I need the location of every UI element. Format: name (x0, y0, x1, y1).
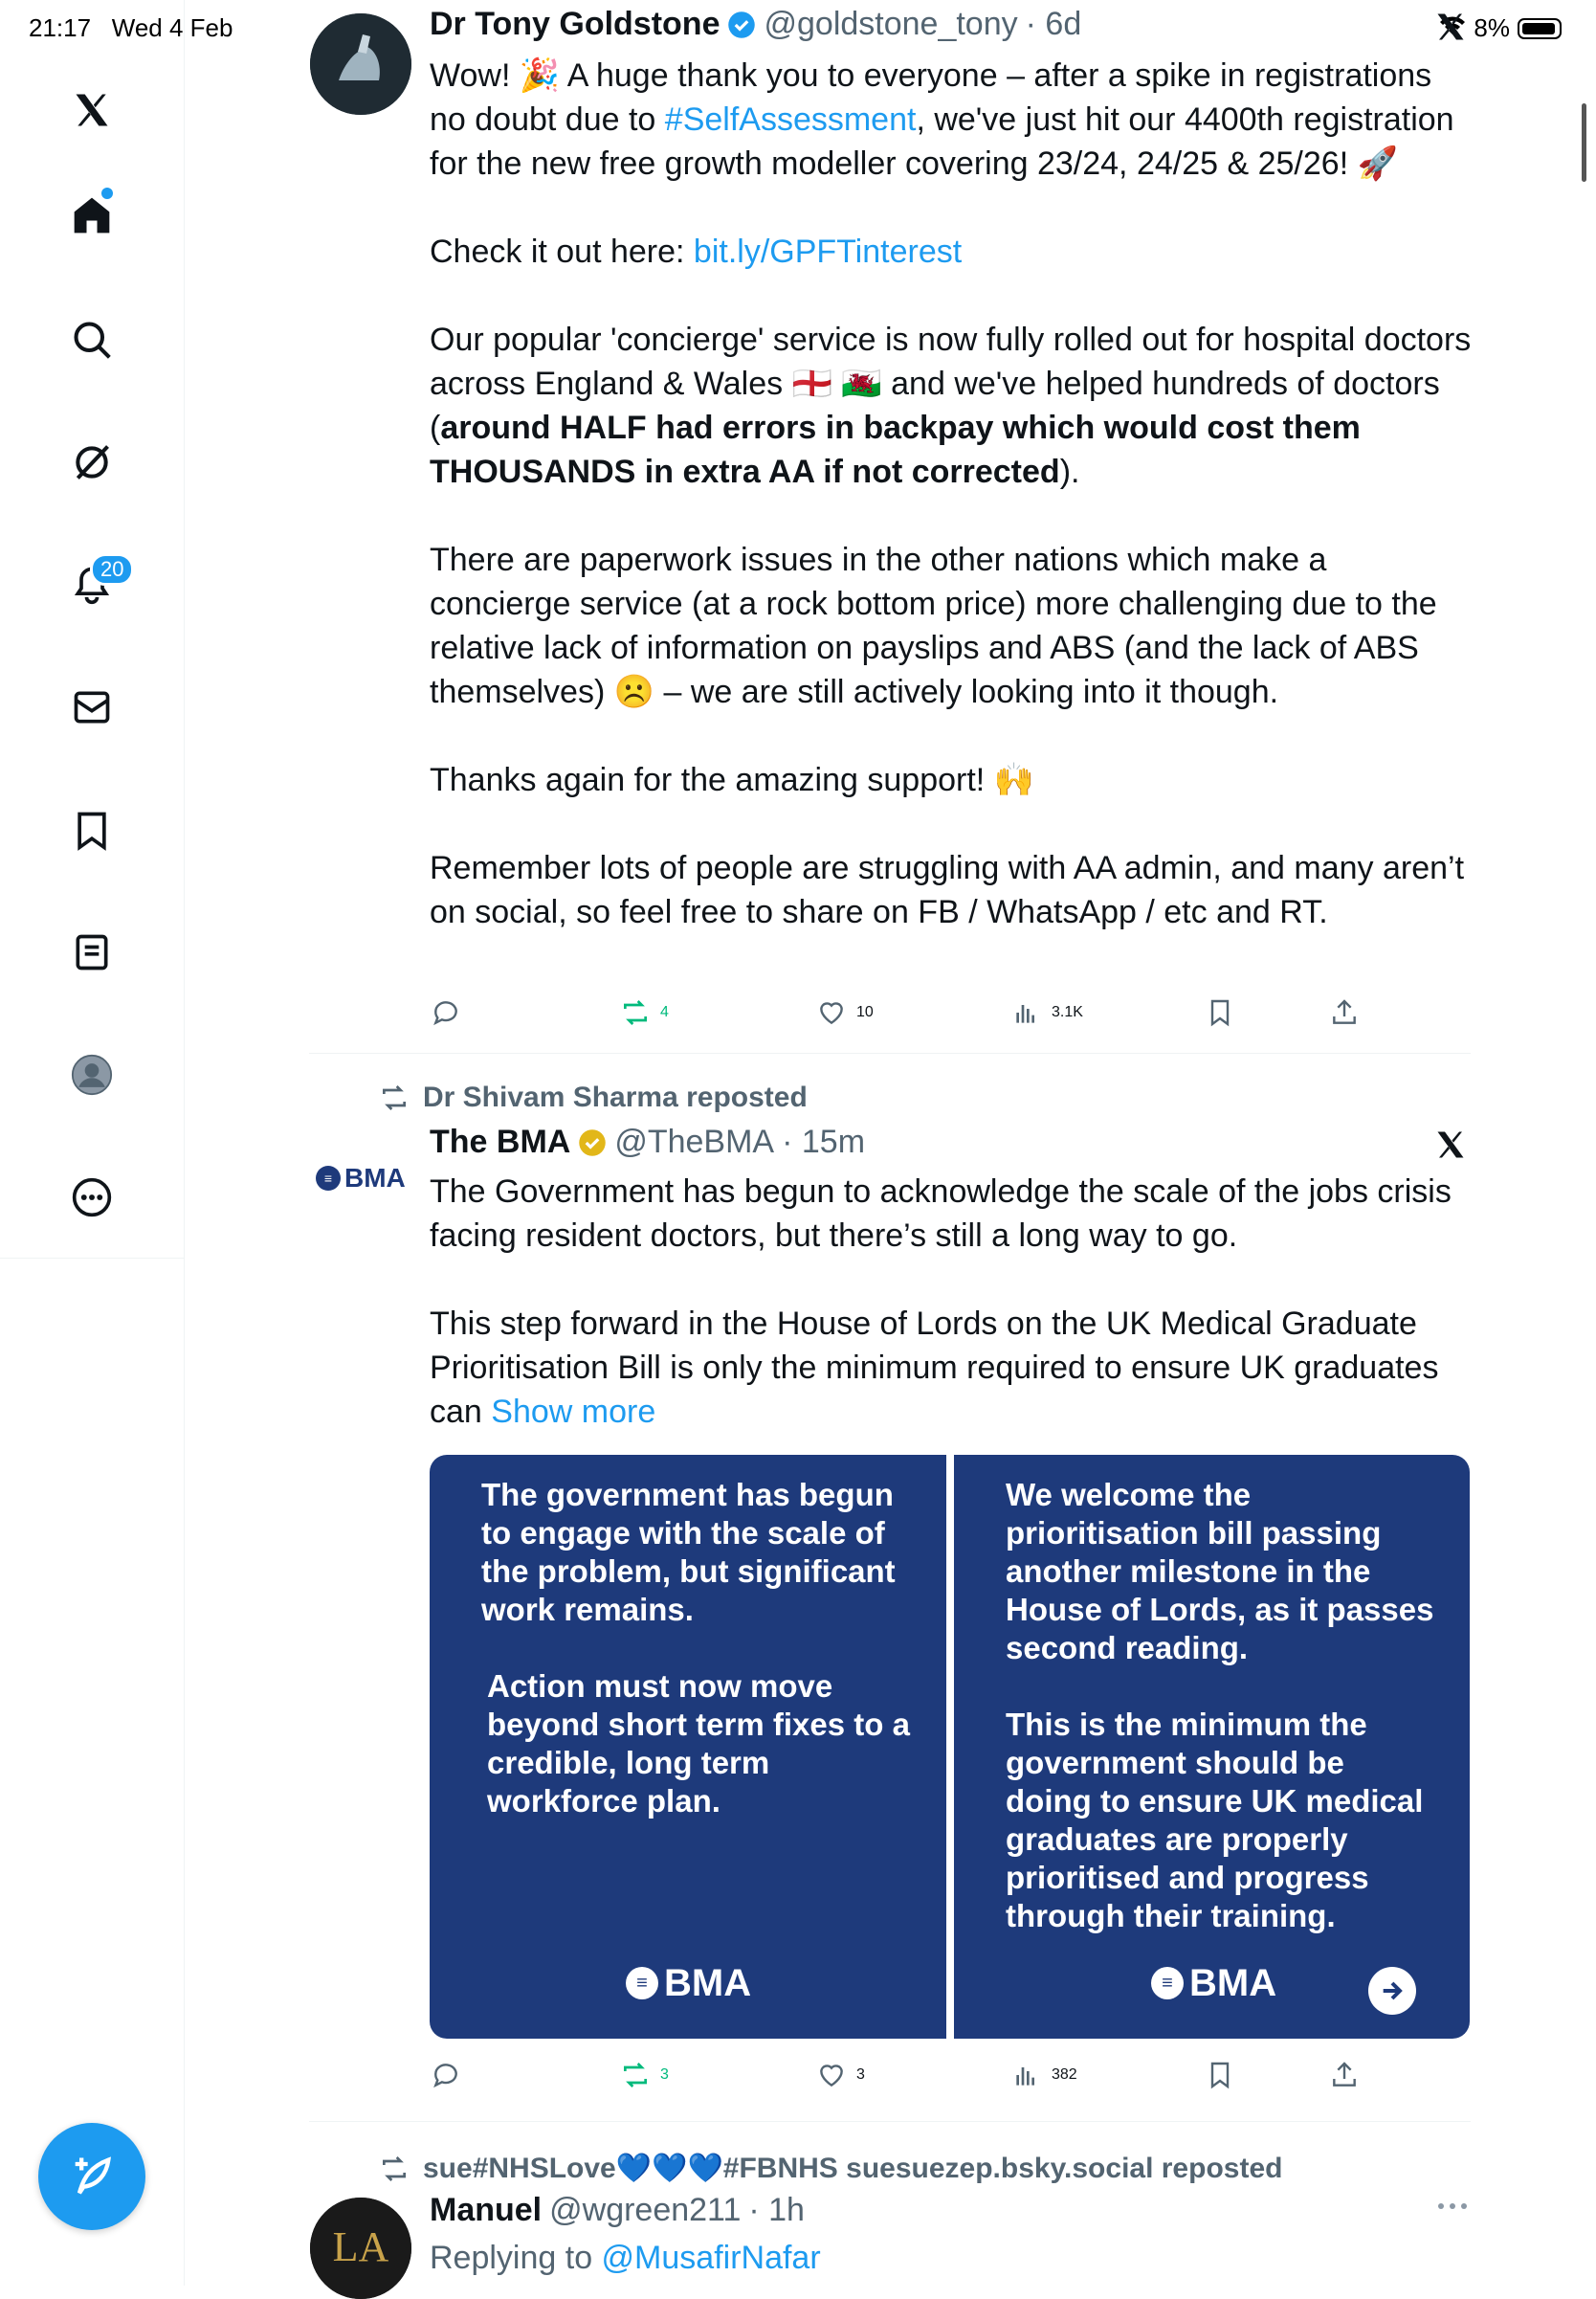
tweet1-body (430, 54, 1473, 934)
bookmark-icon (1205, 997, 1235, 1028)
x-logo-icon (1433, 1127, 1468, 1167)
tweet2-image-left[interactable] (430, 1455, 946, 2039)
repost-count: 4 (660, 1004, 669, 1020)
x-logo-icon[interactable] (68, 86, 116, 134)
bookmarks-icon[interactable] (68, 806, 116, 854)
tweet2-body (430, 1170, 1473, 1434)
like-count: 10 (856, 1004, 874, 1020)
card-right-text: We welcome the prioritisation bill passing another milestone in the House of Lords, as it passes second reading. This is the minimum the government should be doing to ensure UK medical graduates are properly prioritised and progress through their training. (1006, 1477, 1434, 1933)
view-count: 3.1K (1052, 1004, 1083, 1020)
search-icon[interactable] (68, 316, 116, 364)
repost-button[interactable] (620, 997, 669, 1028)
views-icon (1011, 997, 1042, 1028)
tweet2-handle[interactable]: @TheBMA (614, 1124, 775, 1160)
tweet2-paragraph-1: The Government has begun to acknowledge the scale of the jobs crisis facing resident doctors, but there’s still a long way to go. (430, 1173, 1452, 1254)
tweet-more-options-icon[interactable] (1437, 2199, 1468, 2217)
next-image-arrow-icon[interactable] (1368, 1967, 1416, 2015)
view-count: 382 (1052, 2066, 1077, 2083)
bookmark-icon (1205, 2060, 1235, 2090)
share-button[interactable] (1329, 2060, 1360, 2090)
show-more-link[interactable]: Show more (491, 1394, 656, 1430)
heart-icon (816, 997, 847, 1028)
repost-icon (620, 2060, 651, 2090)
sidebar (0, 0, 185, 2286)
reply-button[interactable] (431, 2060, 461, 2090)
tweet3-header (430, 2192, 805, 2229)
reply-icon (431, 997, 461, 1028)
home-notification-dot (101, 188, 113, 199)
tweet-divider (309, 2121, 1471, 2122)
battery-percent: 8% (1474, 13, 1510, 42)
avatar-manuel[interactable] (310, 2198, 411, 2299)
tweet1-paragraph-4: There are paperwork issues in the other nations which make a concierge service (at a rock bottom price) more challenging due to the relative lack of information on payslips and ABS (and the lack of ABS themselves) ☹️ – we are still actively looking into it though. (430, 542, 1437, 710)
tweet1-handle[interactable]: @goldstone_tony (764, 6, 1018, 42)
bma-logo: ≡ BMA (626, 1964, 751, 2002)
tweet1-time[interactable]: · 6d (1025, 6, 1082, 42)
x-logo-icon (1433, 10, 1468, 49)
gold-verified-badge-icon (578, 1128, 607, 1157)
tweet-divider (309, 1053, 1471, 1054)
tweet2-image-right[interactable] (954, 1455, 1470, 2039)
share-button[interactable] (1329, 997, 1360, 1028)
tweet1-header (430, 6, 1081, 43)
like-button[interactable] (816, 2060, 865, 2090)
tweet3-time[interactable]: · 1h (748, 2192, 805, 2228)
profile-avatar-icon[interactable] (68, 1051, 116, 1099)
tweet3-author-name[interactable]: Manuel (430, 2192, 543, 2228)
avatar-the-bma[interactable]: ≡ BMA (316, 1163, 406, 1194)
grok-icon[interactable] (68, 438, 116, 486)
reply-icon (431, 2060, 461, 2090)
lists-icon[interactable] (68, 928, 116, 976)
tweet1-paragraph-1: Wow! 🎉 A huge thank you to everyone – after a spike in registrations no doubt due to #SelfAssessment, we've just hit our 4400th registration for the new free growth modeller covering 23/24, 24/25 & 25/26! 🚀 (430, 57, 1454, 182)
svg-text:LA: LA (332, 2223, 389, 2270)
compose-feather-icon (67, 2152, 117, 2201)
heart-icon (816, 2060, 847, 2090)
like-count: 3 (856, 2066, 865, 2083)
bitly-link[interactable]: bit.ly/GPFTinterest (693, 234, 963, 270)
verified-badge-icon (727, 11, 756, 39)
repost-button[interactable] (620, 2060, 669, 2090)
tweet2-header (430, 1124, 865, 1161)
bookmark-button[interactable] (1205, 2060, 1235, 2090)
sidebar-divider (0, 1258, 184, 1259)
tweet2-author-name[interactable]: The BMA (430, 1124, 571, 1160)
like-button[interactable] (816, 997, 874, 1028)
avatar-dr-tony-goldstone[interactable] (310, 13, 411, 115)
repost-icon (379, 1083, 410, 1113)
card-left-text: The government has begun to engage with the scale of the problem, but significant work remains. Action must now move beyond short term fixes to a credible, long term workforce plan. (481, 1477, 910, 1819)
tweet2-time[interactable]: · 15m (782, 1124, 866, 1160)
replying-to-link[interactable]: @MusafirNafar (601, 2240, 821, 2276)
tweet3-repost-line: sue#NHSLove💙💙💙#FBNHS suesuezep.bsky.social reposted (379, 2152, 1282, 2185)
scrollbar[interactable] (1582, 103, 1586, 182)
tweet2-paragraph-2: This step forward in the House of Lords on the UK Medical Graduate Prioritisation Bill is only the minimum required to ensure UK graduates can Show more (430, 1306, 1439, 1430)
messages-icon[interactable] (68, 683, 116, 731)
tweet1-author-name[interactable]: Dr Tony Goldstone (430, 6, 720, 42)
notifications-badge: 20 (90, 553, 134, 586)
share-icon (1329, 2060, 1360, 2090)
share-icon (1329, 997, 1360, 1028)
tweet1-paragraph-2: Check it out here: bit.ly/GPFTinterest (430, 234, 963, 270)
views-icon (1011, 2060, 1042, 2090)
tweet1-paragraph-3: Our popular 'concierge' service is now fully rolled out for hospital doctors across England & Wales 🏴󠁧󠁢󠁥󠁮󠁧󠁿 🏴󠁧󠁢󠁷󠁬󠁳󠁿 and we've helped hundreds of doctors (around HALF had errors in backpay which would cost them THOUSANDS in extra AA if not corrected). (430, 322, 1472, 490)
reply-button[interactable] (431, 997, 461, 1028)
bma-emblem-icon: ≡ (626, 1967, 658, 1999)
repost-count: 3 (660, 2066, 669, 2083)
repost-icon (620, 997, 651, 1028)
bookmark-button[interactable] (1205, 997, 1235, 1028)
bma-emblem-icon: ≡ (1151, 1967, 1184, 1999)
views-button[interactable] (1011, 997, 1083, 1028)
bma-logo: ≡ BMA (1151, 1964, 1276, 2002)
tweet1-paragraph-5: Thanks again for the amazing support! 🙌 (430, 762, 1035, 798)
status-time: 21:17 Wed 4 Feb (29, 13, 233, 42)
views-button[interactable] (1011, 2060, 1077, 2090)
battery-icon (1518, 18, 1562, 39)
bma-emblem-icon: ≡ (316, 1166, 341, 1191)
tweet1-paragraph-6: Remember lots of people are struggling with AA admin, and many aren’t on social, so feel free to share on FB / WhatsApp / etc and RT. (430, 850, 1465, 930)
tweet3-handle[interactable]: @wgreen211 (549, 2192, 742, 2228)
more-icon[interactable] (68, 1173, 116, 1221)
compose-button[interactable] (38, 2123, 145, 2230)
tweet2-repost-line: Dr Shivam Sharma reposted (379, 1082, 808, 1114)
hashtag-link[interactable]: #SelfAssessment (664, 101, 917, 138)
repost-icon (379, 2154, 410, 2184)
tweet3-replying-to: Replying to @MusafirNafar (430, 2240, 821, 2276)
